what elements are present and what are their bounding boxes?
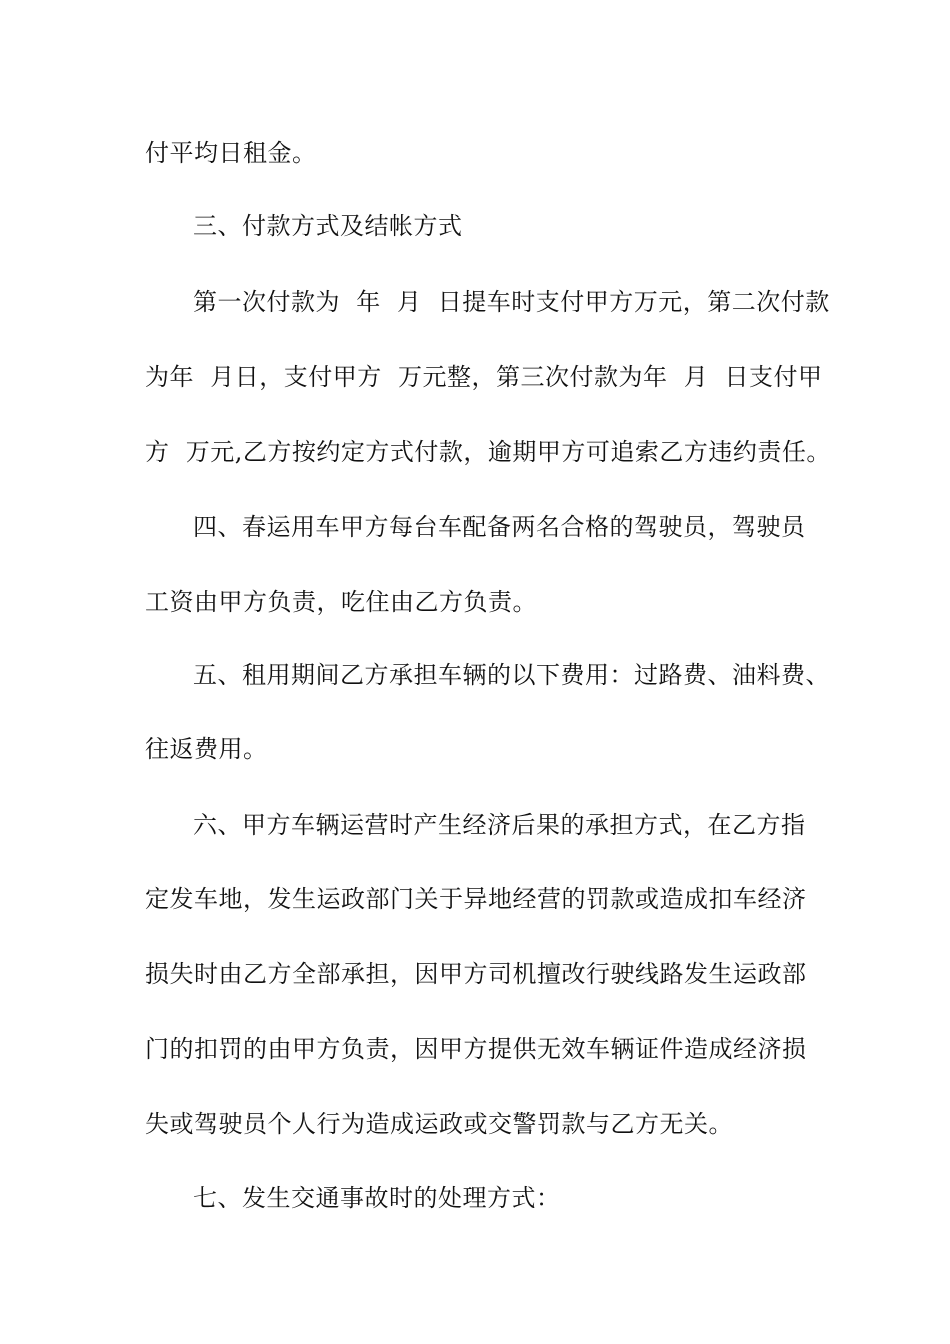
clause-seven: 七、发生交通事故时的处理方式：: [193, 1184, 561, 1212]
section-heading-payment: 三、付款方式及结帐方式: [193, 212, 463, 240]
clause-four: 四、春运用车甲方每台车配备两名合格的驾驶员，驾驶员: [193, 513, 806, 541]
text-line: 工资由甲方负责，吃住由乙方负责。: [145, 588, 537, 616]
text-line: 失或驾驶员个人行为造成运政或交警罚款与乙方无关。: [145, 1110, 733, 1138]
clause-five: 五、租用期间乙方承担车辆的以下费用：过路费、油料费、: [193, 661, 830, 689]
text-line: 损失时由乙方全部承担，因甲方司机擅改行驶线路发生运政部: [145, 960, 807, 988]
text-line: 付平均日租金。: [145, 139, 317, 167]
text-line: 为年 月日，支付甲方 万元整，第三次付款为年 月 日支付甲: [145, 363, 823, 391]
text-line: 定发车地，发生运政部门关于异地经营的罚款或造成扣车经济: [145, 885, 807, 913]
text-line: 往返费用。: [145, 735, 268, 763]
clause-six: 六、甲方车辆运营时产生经济后果的承担方式，在乙方指: [193, 811, 806, 839]
text-line: 方 万元,乙方按约定方式付款，逾期甲方可追索乙方违约责任。: [145, 438, 831, 466]
text-line: 第一次付款为 年 月 日提车时支付甲方万元，第二次付款: [193, 288, 830, 316]
text-line: 门的扣罚的由甲方负责，因甲方提供无效车辆证件造成经济损: [145, 1035, 807, 1063]
